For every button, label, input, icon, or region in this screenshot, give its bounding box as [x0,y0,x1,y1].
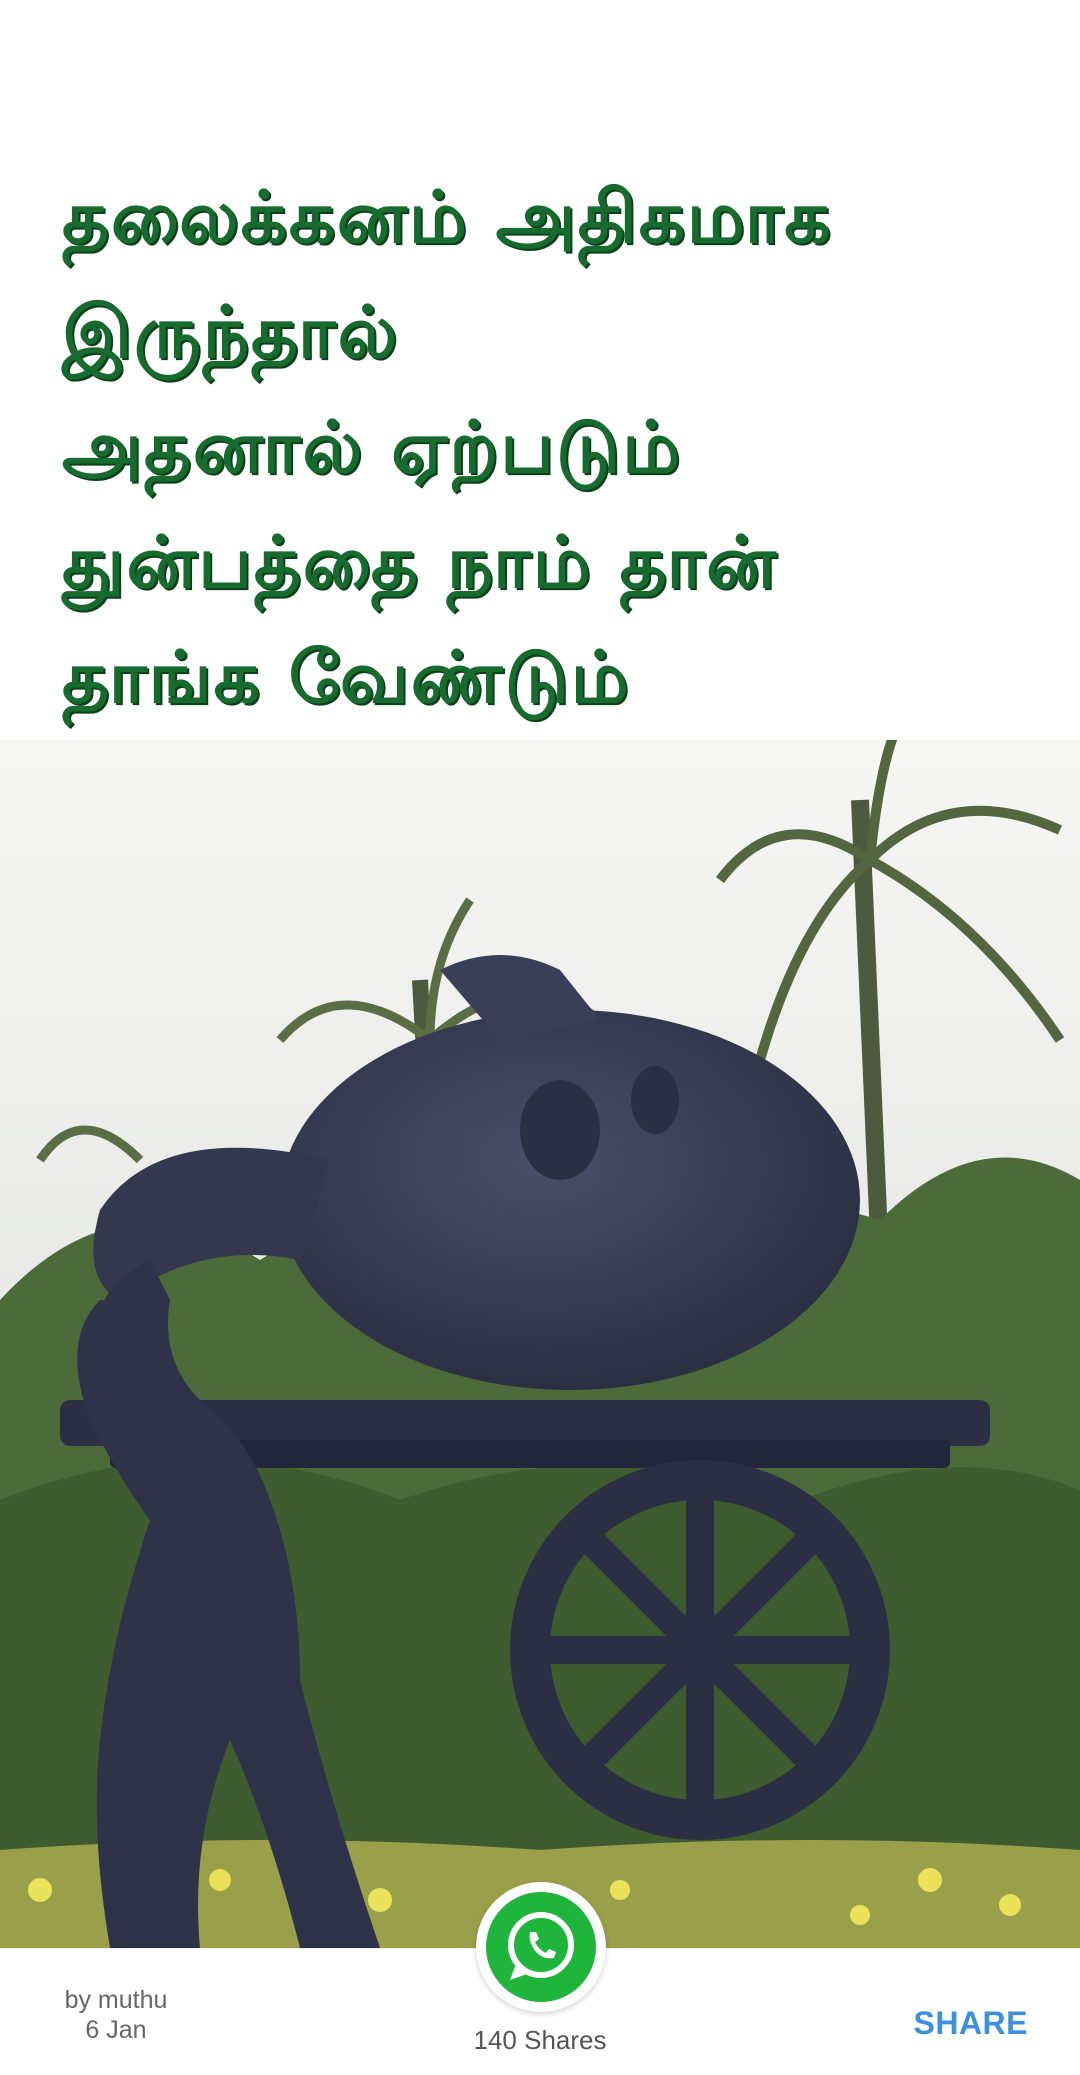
share-count: 140 Shares [473,2025,607,2055]
whatsapp-icon [486,1892,596,2002]
quote-line: தாங்க வேண்டும் [62,635,631,719]
quote-line: அதனால் ஏற்படும் [62,405,683,489]
author-info [56,1985,176,2045]
quote-line: துன்பத்தை நாம் தான் [62,520,778,604]
post-date: 6 Jan [85,2016,147,2044]
share-button[interactable]: SHARE [913,2005,1028,2041]
whatsapp-share-button[interactable] [476,1882,606,2012]
author-name[interactable]: by muthu [64,1986,168,2014]
quote-text [62,160,1022,735]
quote-line: தலைக்கனம் அதிகமாக [62,175,833,259]
quote-line: இருந்தால் [62,290,400,374]
statue-photo [0,740,1080,1948]
